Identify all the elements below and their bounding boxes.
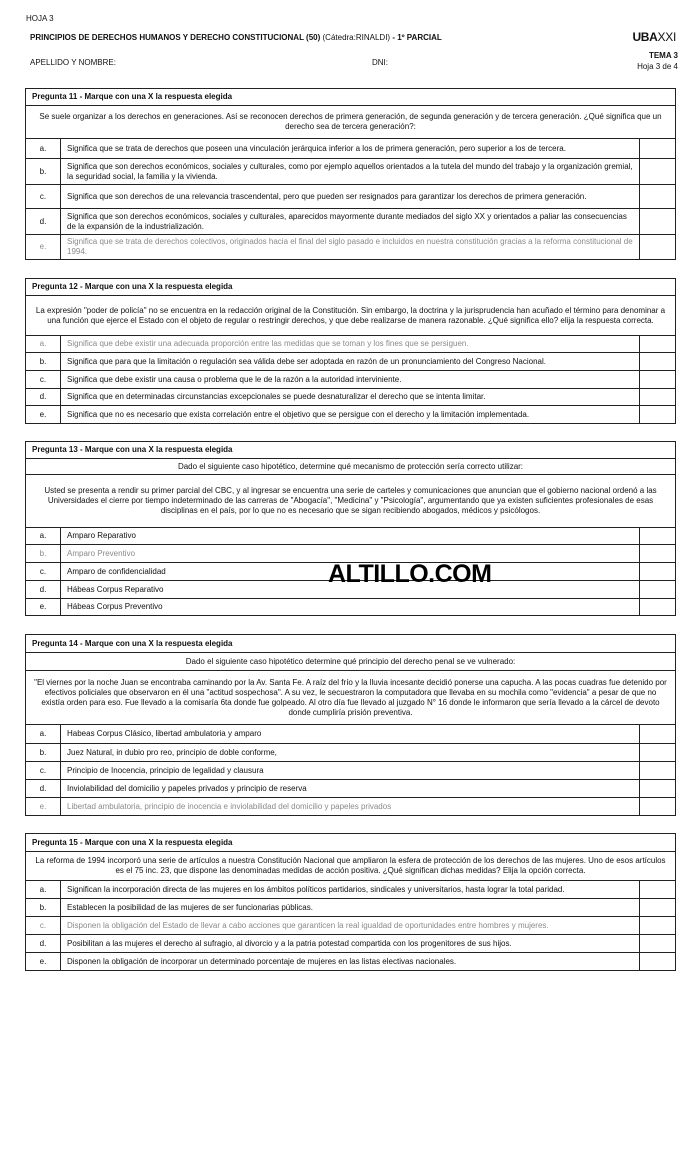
option-text: Significa que debe existir una causa o problema que le de la razón a la autoridad interviniente. (61, 371, 640, 389)
question-12 (25, 278, 676, 424)
option-letter: c. (26, 185, 61, 209)
option-text: Posibilitan a las mujeres el derecho al sufragio, al divorcio y a la patria potestad compartida con los progenitores de sus hijos. (61, 935, 640, 953)
option-letter: b. (26, 744, 61, 762)
dni-label: DNI: (372, 58, 388, 67)
answer-mark-box[interactable] (640, 762, 676, 780)
answer-mark-box[interactable] (640, 406, 676, 424)
option-text: Hábeas Corpus Preventivo (61, 599, 640, 616)
question-stem: Usted se presenta a rendir su primer parcial del CBC, y al ingresar se encuentra una serie de carteles y comunicaciones que anuncian que el gobierno nacional ordenó a las Universidades el cierre por tiempo indeterminado de las carreras de "Abogacía", "Medicina" y "Psicología", argumentando que ya existen suficientes profesionales de esas disciplinas en el país, por lo que no es necesario que se sigan recibiendo abogados, médicos y psicólogos. (26, 475, 676, 528)
option-text: Significa que son derechos económicos, sociales y culturales, como por ejemplo aquellos orientados a la tutela del mundo del trabajo y la organización gremial, la seguridad social, la familia y la vivienda. (61, 159, 640, 185)
option-text: Principio de Inocencia, principio de legalidad y clausura (61, 762, 640, 780)
answer-mark-box[interactable] (640, 744, 676, 762)
answer-option (26, 389, 676, 406)
option-text: Significa que se trata de derechos colectivos, originados hacia el final del siglo pasado e incluidos en nuestra constitución gracias a la reforma constitucional de 1994. (61, 235, 640, 260)
answer-mark-box[interactable] (640, 935, 676, 953)
answer-option (26, 139, 676, 159)
option-text: Significa que debe existir una adecuada proporción entre las medidas que se toman y los fines que se persiguen. (61, 336, 640, 353)
question-title: Pregunta 11 - Marque con una X la respuesta elegida (26, 89, 676, 106)
option-letter: a. (26, 725, 61, 744)
chair-name: (Cátedra:RINALDI) (322, 33, 391, 42)
answer-option (26, 159, 676, 185)
option-letter: e. (26, 798, 61, 816)
option-letter: d. (26, 935, 61, 953)
answer-option (26, 371, 676, 389)
answer-option (26, 780, 676, 798)
answer-mark-box[interactable] (640, 917, 676, 935)
answer-option (26, 235, 676, 260)
answer-option (26, 336, 676, 353)
option-letter: d. (26, 581, 61, 599)
answer-mark-box[interactable] (640, 798, 676, 816)
answer-mark-box[interactable] (640, 599, 676, 616)
option-text: Significa que no es necesario que exista correlación entre el objetivo que se persigue con el derecho y la limitación implementada. (61, 406, 640, 424)
answer-option (26, 209, 676, 235)
answer-option (26, 528, 676, 545)
option-letter: c. (26, 917, 61, 935)
option-letter: d. (26, 780, 61, 798)
option-text: Significa que son derechos de una relevancia trascendental, pero que pueden ser resignados para garantizar los derechos de primera generación. (61, 185, 640, 209)
question-stem: Dado el siguiente caso hipotético determine qué principio del derecho penal se ve vulnerado: (26, 653, 676, 671)
option-letter: e. (26, 406, 61, 424)
page-indicator: Hoja 3 de 4 (637, 62, 678, 71)
option-letter: c. (26, 563, 61, 581)
option-text: Habeas Corpus Clásico, libertad ambulatoria y amparo (61, 725, 640, 744)
answer-option (26, 881, 676, 899)
question-11 (25, 88, 676, 260)
option-text: Juez Natural, in dubio pro reo, principio de doble conforme, (61, 744, 640, 762)
answer-mark-box[interactable] (640, 336, 676, 353)
option-text: Establecen la posibilidad de las mujeres de ser funcionarias públicas. (61, 899, 640, 917)
sheet-label: HOJA 3 (26, 14, 54, 23)
option-letter: c. (26, 762, 61, 780)
watermark: ALTILLO.COM (328, 560, 492, 588)
answer-mark-box[interactable] (639, 209, 675, 235)
answer-option (26, 185, 676, 209)
answer-mark-box[interactable] (640, 899, 676, 917)
question-stem: "El viernes por la noche Juan se encontraba caminando por la Av. Santa Fe. A raíz del frío y la lluvia incesante decidió ponerse una capucha. A las pocas cuadras fue detenido por efectivos policiales que observaron en él una "actitud sospechosa". A su vez, le secuestraron la computadora que llevaba en su mochila como "evidencia" a pesar de que no existía orden para eso. Fue llevado a la comisaría 6ta donde fue golpeado. Al otro día fue llevado al juzgado N° 16 donde le informaron que sería llevado a la cárcel de devoto donde cumpliría prisión preventiva. (26, 671, 676, 725)
option-letter: c. (26, 371, 61, 389)
option-letter: b. (26, 545, 61, 563)
answer-mark-box[interactable] (640, 353, 676, 371)
option-letter: d. (26, 389, 61, 406)
question-stem: Dado el siguiente caso hipotético, determine qué mecanismo de protección sería correcto utilizar: (26, 459, 676, 475)
option-text: Significa que para que la limitación o regulación sea válida debe ser adoptada en razón de un pronunciamiento del Congreso Nacional. (61, 353, 640, 371)
option-text: Amparo de confidencialidad (61, 563, 640, 581)
course-name: PRINCIPIOS DE DERECHOS HUMANOS Y DERECHO CONSTITUCIONAL (50) (30, 33, 321, 42)
answer-mark-box[interactable] (640, 389, 676, 406)
option-letter: a. (26, 528, 61, 545)
option-text: Hábeas Corpus Reparativo (61, 581, 640, 599)
answer-option (26, 762, 676, 780)
question-title: Pregunta 15 - Marque con una X la respuesta elegida (26, 834, 676, 852)
option-text: Significa que en determinadas circunstancias excepcionales se puede desnaturalizar el derecho que se intenta limitar. (61, 389, 640, 406)
answer-option (26, 406, 676, 424)
option-letter: e. (26, 953, 61, 971)
answer-mark-box[interactable] (640, 780, 676, 798)
exam-name: - 1º PARCIAL (392, 33, 442, 42)
answer-mark-box[interactable] (640, 881, 676, 899)
answer-option (26, 899, 676, 917)
question-title: Pregunta 12 - Marque con una X la respuesta elegida (26, 279, 676, 296)
question-stem: Se suele organizar a los derechos en generaciones. Así se reconocen derechos de primera generación, de segunda generación y de tercera generación. ¿Qué significa que un derecho sea de tercera generación?: (26, 106, 676, 139)
option-letter: e. (26, 235, 61, 260)
answer-option (26, 917, 676, 935)
option-letter: b. (26, 899, 61, 917)
answer-mark-box[interactable] (640, 953, 676, 971)
answer-option (26, 353, 676, 371)
answer-mark-box[interactable] (639, 139, 675, 159)
question-title: Pregunta 14 - Marque con una X la respuesta elegida (26, 635, 676, 653)
option-text: Inviolabilidad del domicilio y papeles privados y principio de reserva (61, 780, 640, 798)
option-letter: a. (26, 336, 61, 353)
answer-option (26, 798, 676, 816)
answer-mark-box[interactable] (640, 725, 676, 744)
option-text: Amparo Reparativo (61, 528, 640, 545)
answer-mark-box[interactable] (639, 159, 675, 185)
name-label: APELLIDO Y NOMBRE: (30, 58, 116, 67)
uba-xxi-logo (632, 30, 676, 44)
option-letter: b. (26, 159, 61, 185)
answer-option (26, 953, 676, 971)
option-letter: a. (26, 881, 61, 899)
option-text: Disponen la obligación de incorporar un determinado porcentaje de mujeres en las listas electivas nacionales. (61, 953, 640, 971)
question-13 (25, 441, 676, 616)
logo-uba: UBA (632, 30, 658, 44)
option-letter: e. (26, 599, 61, 616)
option-letter: b. (26, 353, 61, 371)
answer-mark-box[interactable] (640, 528, 676, 545)
option-text: Amparo Preventivo (61, 545, 640, 563)
answer-mark-box[interactable] (640, 581, 676, 599)
answer-option (26, 744, 676, 762)
tema-block (637, 50, 678, 72)
logo-xxi: XXI (657, 30, 676, 44)
option-letter: a. (26, 139, 61, 159)
answer-mark-box[interactable] (640, 371, 676, 389)
option-text: Significa que se trata de derechos que poseen una vinculación jerárquica inferior a los de primera generación, pero superior a los de tercera. (61, 139, 640, 159)
answer-mark-box[interactable] (639, 185, 675, 209)
answer-mark-box[interactable] (639, 235, 675, 260)
option-text: Significa que son derechos económicos, sociales y culturales, aparecidos mayormente durante mediados del siglo XX y orientados a paliar las consecuencias de la expansión de la industrialización. (61, 209, 640, 235)
exam-title (30, 33, 442, 42)
question-stem: La expresión "poder de policía" no se encuentra en la redacción original de la Constitución. Sin embargo, la doctrina y la jurisprudencia han acuñado el término para denominar a una función que ejerce el Estado con el objeto de regular o restringir derechos, y que debe realizarse de manera razonable. ¿Qué significa ello? elija la respuesta correcta. (26, 296, 676, 336)
option-text: Disponen la obligación del Estado de llevar a cabo acciones que garanticen la real igualdad de oportunidades entre hombres y mujeres. (61, 917, 640, 935)
answer-option (26, 935, 676, 953)
answer-option (26, 599, 676, 616)
question-title: Pregunta 13 - Marque con una X la respuesta elegida (26, 442, 676, 459)
answer-mark-box[interactable] (640, 545, 676, 563)
answer-option (26, 725, 676, 744)
option-text: Libertad ambulatoria, principio de inocencia e inviolabilidad del domicilio y papeles privados (61, 798, 640, 816)
option-text: Significan la incorporación directa de las mujeres en los ámbitos políticos partidarios, sindicales y universitarios, hasta lograr la total paridad. (61, 881, 640, 899)
question-stem: La reforma de 1994 incorporó una serie de artículos a nuestra Constitución Nacional que ampliaron la esfera de protección de los derechos de las mujeres. Uno de esos artículos es el 75 inc. 23, que dispone las denominadas medidas de acción positiva. ¿Qué significan dichas medidas? Elija la opción correcta. (26, 852, 676, 881)
answer-mark-box[interactable] (640, 563, 676, 581)
question-15 (25, 833, 676, 971)
tema-label: TEMA 3 (648, 51, 678, 60)
option-letter: d. (26, 209, 61, 235)
question-14 (25, 634, 676, 816)
